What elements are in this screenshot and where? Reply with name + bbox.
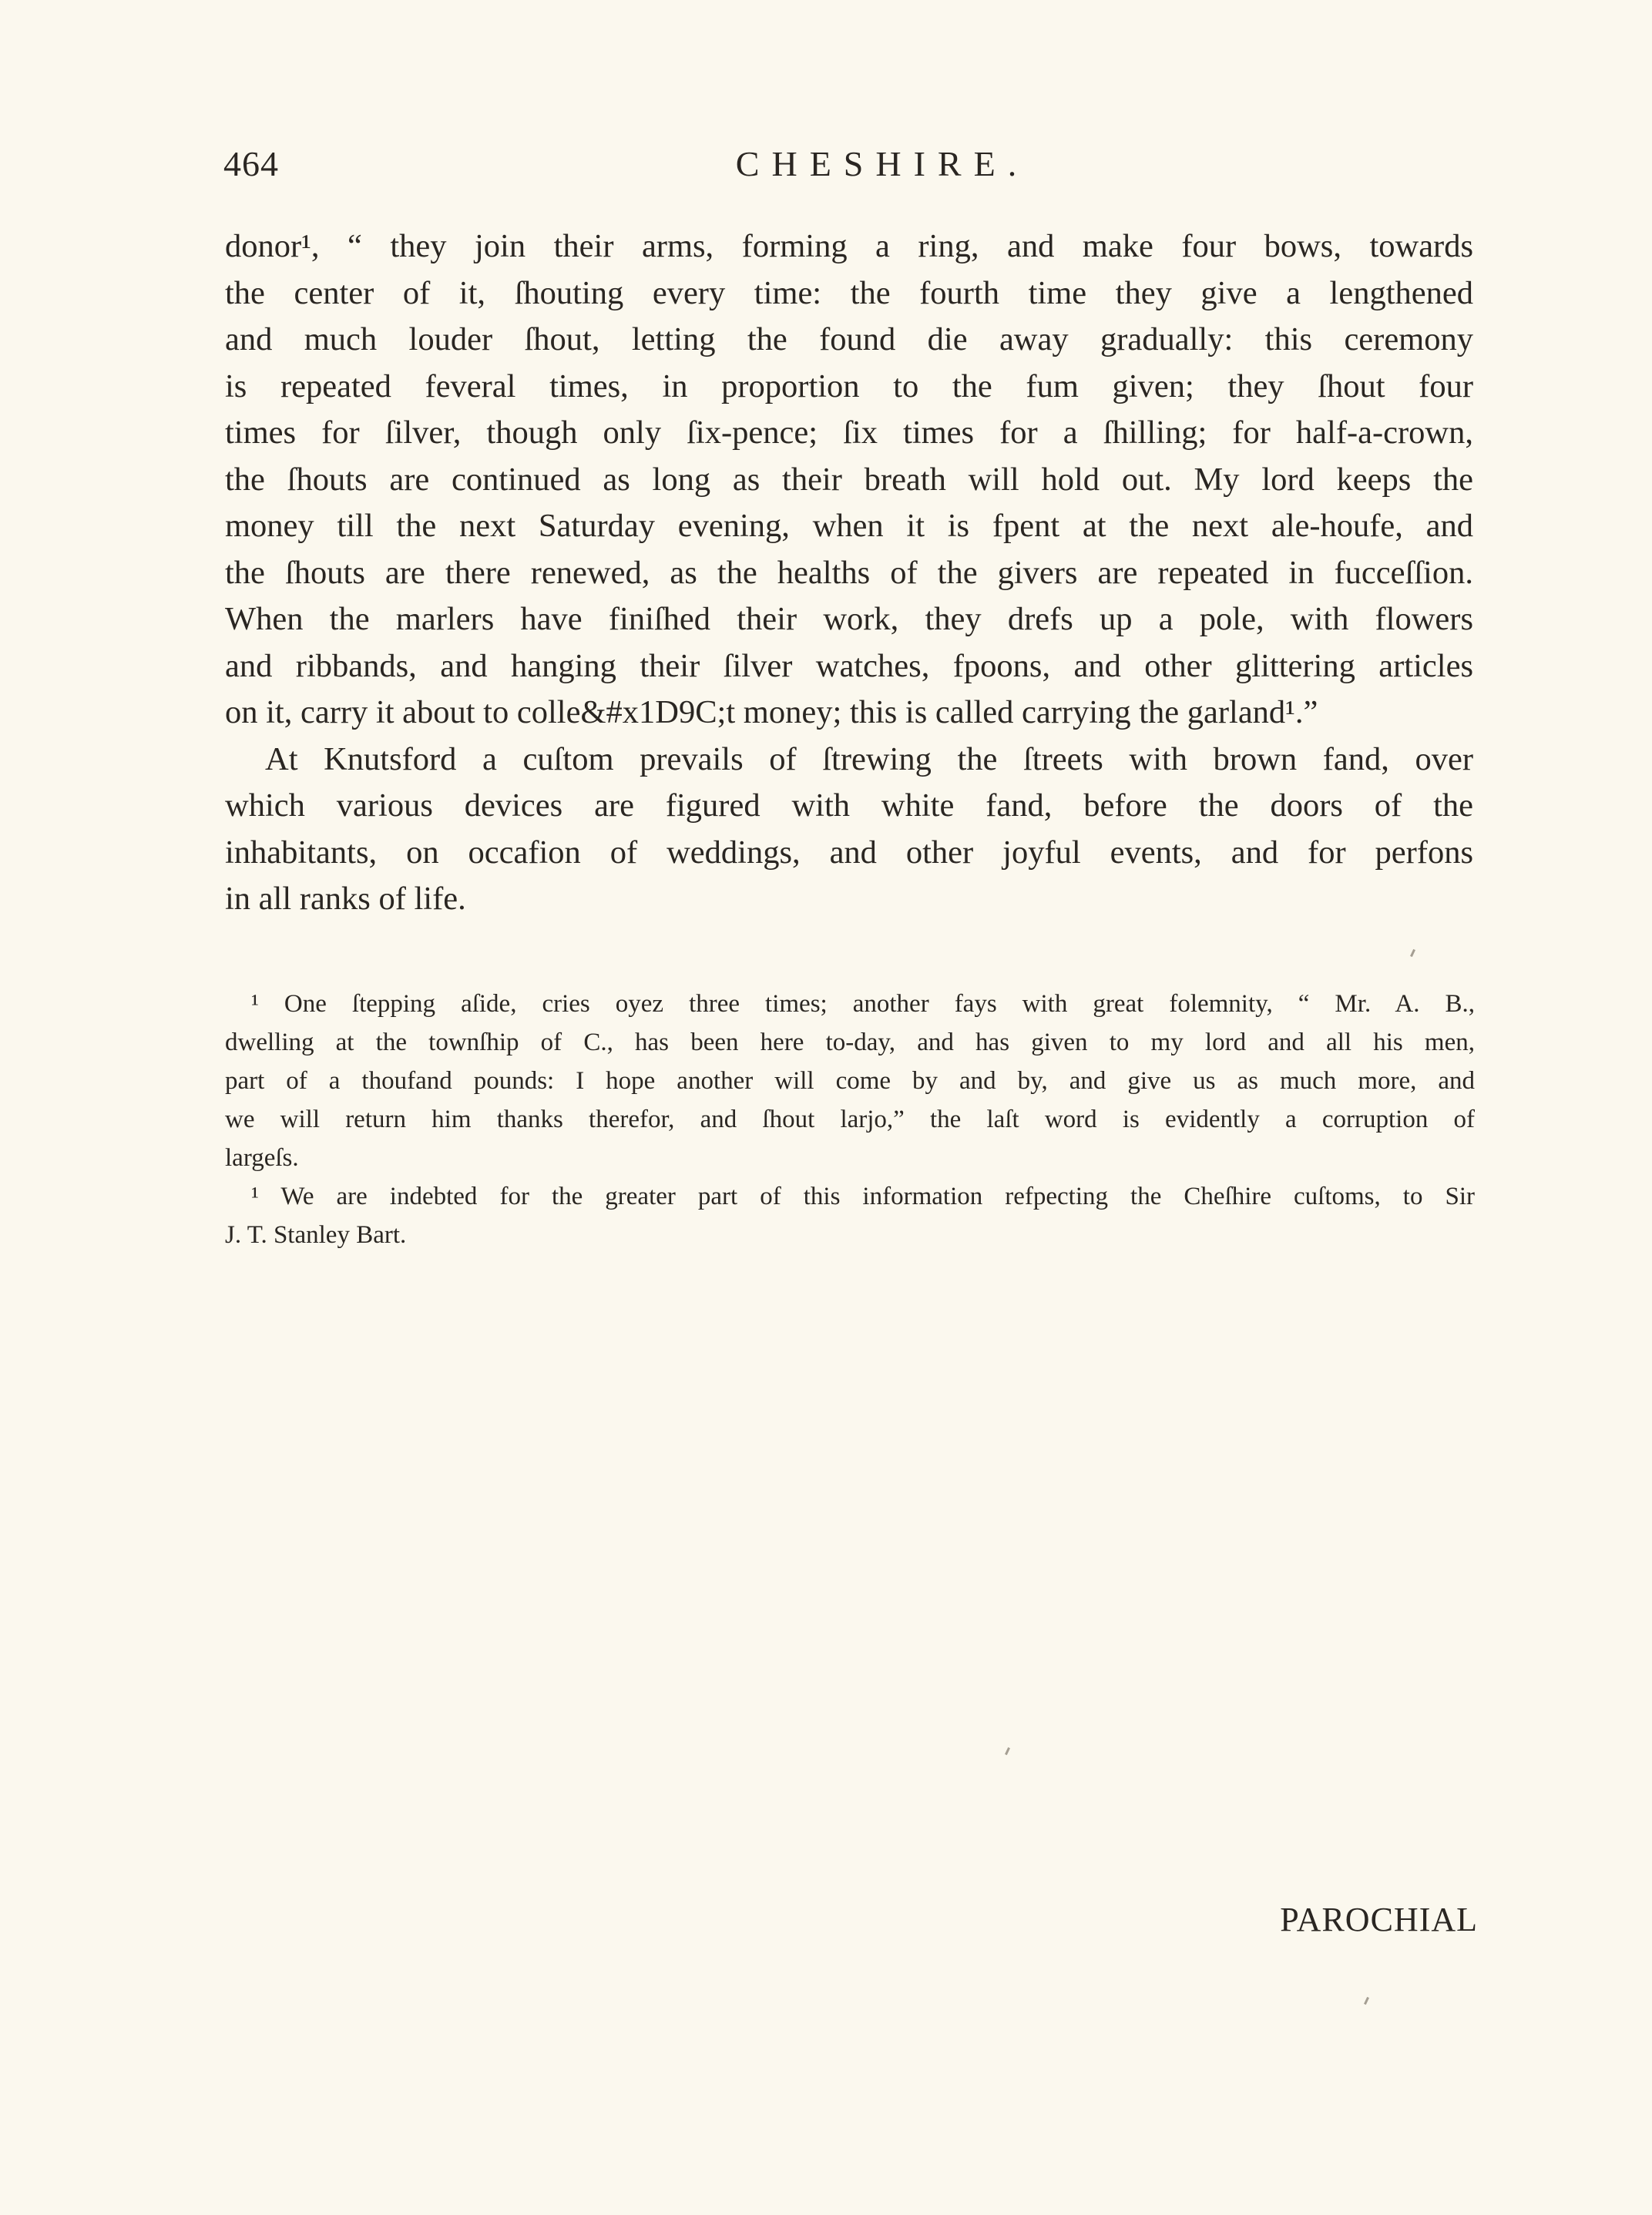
- catchword: PAROCHIAL: [1280, 1901, 1478, 1938]
- footnote-line: we will return him thanks therefor, and ſhout larjo,” the laſt word is evidently a corruption of: [225, 1106, 1475, 1133]
- text-line: donor¹, “ they join their arms, forming a ring, and make four bows, towards: [225, 228, 1473, 264]
- text-line: the ſhouts are there renewed, as the healths of the givers are repeated in fucceſſion.: [225, 554, 1473, 591]
- text-line: the center of it, ſhouting every time: the fourth time they give a lengthened: [225, 274, 1473, 311]
- footnote-line: largeſs.: [225, 1144, 299, 1172]
- footnote-1: [225, 985, 1475, 1177]
- footnote-line: ¹ We are indebted for the greater part of this information refpecting the Cheſhire cuſtoms, to Sir: [251, 1183, 1475, 1210]
- paragraph-2: [225, 737, 1473, 923]
- footnote-2: [225, 1177, 1475, 1254]
- paper-speck: [1005, 1747, 1010, 1755]
- text-line: in all ranks of life.: [225, 881, 466, 917]
- text-line: At Knutsford a cuſtom prevails of ſtrewing the ſtreets with brown fand, over: [265, 740, 1473, 777]
- text-line: When the marlers have finiſhed their work, they drefs up a pole, with flowers: [225, 601, 1473, 637]
- footnote-line: ¹ One ſtepping aſide, cries oyez three times; another fays with great folemnity, “ Mr. A. B.,: [251, 990, 1475, 1018]
- text-line: the ſhouts are continued as long as their breath will hold out. My lord keeps the: [225, 461, 1473, 498]
- body-text: [225, 223, 1473, 923]
- running-head: [223, 143, 1472, 193]
- paper-speck: [1364, 1997, 1369, 2005]
- text-line: and ribbands, and hanging their ſilver watches, fpoons, and other glittering articles: [225, 647, 1473, 684]
- text-line: times for ſilver, though only ſix-pence; ſix times for a ſhilling; for half-a-crown,: [225, 414, 1473, 451]
- paragraph-1: [225, 223, 1473, 737]
- running-title: CHESHIRE.: [735, 144, 1029, 183]
- footnotes: [225, 985, 1475, 1254]
- footnote-line: part of a thoufand pounds: I hope another will come by and by, and give us as much more, and: [225, 1067, 1475, 1095]
- text-line: money till the next Saturday evening, when it is fpent at the next ale-houfe, and: [225, 508, 1473, 544]
- footnote-line: dwelling at the townſhip of C., has been here to-day, and has given to my lord and all his men,: [225, 1029, 1475, 1056]
- text-line: is repeated feveral times, in proportion to the fum given; they ſhout four: [225, 367, 1473, 404]
- paper-speck: [1410, 949, 1415, 957]
- footnote-line: J. T. Stanley Bart.: [225, 1221, 407, 1249]
- text-line: which various devices are figured with white fand, before the doors of the: [225, 787, 1473, 824]
- text-line: inhabitants, on occafion of weddings, and other joyful events, and for perfons: [225, 834, 1473, 871]
- text-line: and much louder ſhout, letting the found die away gradually: this ceremony: [225, 321, 1473, 357]
- text-line: on it, carry it about to colle&#x1D9C;t money; this is called carrying the garland¹.”: [225, 694, 1318, 730]
- page-number: 464: [223, 144, 279, 183]
